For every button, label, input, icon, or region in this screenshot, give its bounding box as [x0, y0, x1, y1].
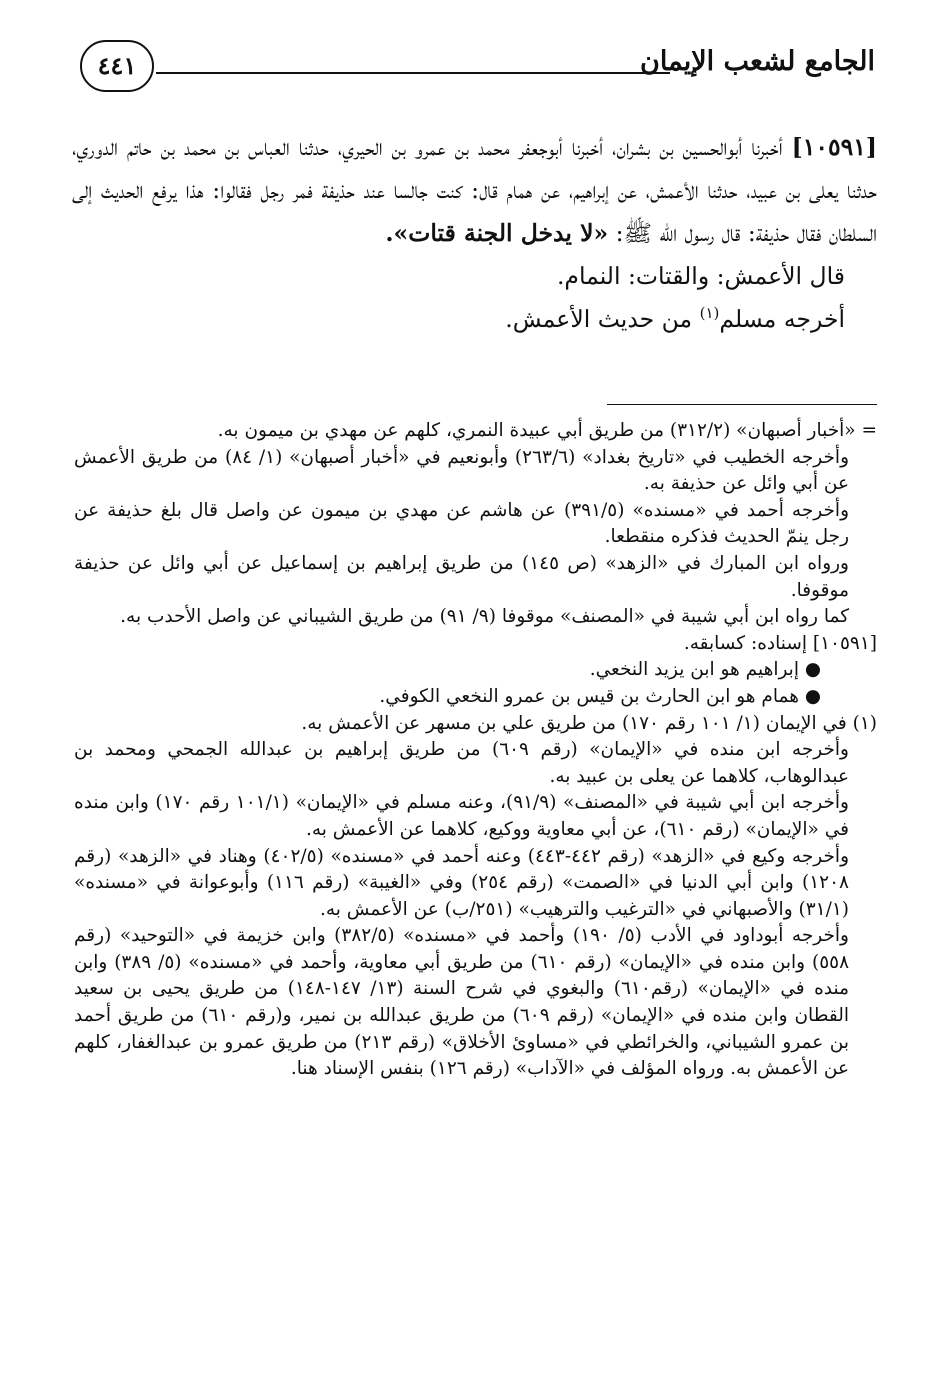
hadith-number: [١٠٥٩١] [791, 133, 877, 161]
footnote-paragraph: وأخرجه الخطيب في «تاريخ بغداد» (٢٦٣/٦) وأبونعيم في «أخبار أصبهان» (١/ ٨٤) من طريق الأعمش عن أبي وائل عن حذيفة به. [74, 446, 850, 495]
footnote-paragraph: [١٠٥٩١] إسناده: كسابقه. [683, 632, 877, 654]
takhrij-line [72, 298, 877, 341]
footnote-bullet: ● همام هو ابن الحارث بن قيس بن عمرو النخعي الكوفي. [379, 685, 821, 707]
footnote-paragraph: كما رواه ابن أبي شيبة في «المصنف» موقوفا (٩/ ٩١) من طريق الشيباني عن واصل الأحدب به. [120, 606, 849, 628]
header-rule [156, 72, 670, 74]
takhrij-text-end: من حديث الأعمش. [505, 305, 700, 333]
footnote-paragraph: وأخرجه ابن أبي شيبة في «المصنف» (٩١/٩)، وعنه مسلم في «الإيمان» (١٠١/١ رقم ١٧٠) وابن منده في «الإيمان» (رقم ٦١٠)، عن أبي معاوية ووكيع، كلاهما عن الأعمش به. [74, 792, 849, 840]
takhrij-text: أخرجه مسلم [719, 305, 845, 333]
page-header [80, 40, 875, 100]
footnote-separator [607, 404, 877, 405]
running-title: الجامع لشعب الإيمان [640, 46, 875, 77]
main-text [72, 126, 877, 341]
footnote-bullet: ● إبراهيم هو ابن يزيد النخعي. [589, 659, 821, 681]
footnote-paragraph: وأخرجه ابن منده في «الإيمان» (رقم ٦٠٩) من طريق إبراهيم بن عبدالله الجمحي ومحمد بن عبدالوهاب، كلاهما عن يعلى بن عبيد به. [74, 739, 849, 787]
footnote-paragraph: وأخرجه أبوداود في الأدب (٥/ ١٩٠) وأحمد في «مسنده» (٣٨٢/٥) وابن خزيمة في «التوحيد» (رقم ٥٥٨) وابن منده في «الإيمان» (رقم ٦١٠) من طريق أبي معاوية، وأحمد في «مسنده» (٥/ ٣٨٩) وابن منده في «الإيمان» (رقم٦١٠) والبغوي في شرح السنة (١٣/ ١٤٧-١٤٨) من طريق يحيى بن سعيد القطان وابن منده في «الإيمان» (رقم ٦٠٩) من طريق عبدالله بن نمير، و(رقم ٦١٠) من طريق أحمد بن عمرو الشيباني، والخرائطي في «مساوئ الأخلاق» (رقم ٢١٣) من طريق عمرو بن عبدالغفار، كلهم عن الأعمش به. ورواه المؤلف في «الآداب» (رقم ١٢٦) بنفس الإسناد هنا. [74, 925, 850, 1080]
page-number: ٤٤١ [80, 40, 154, 92]
footnote-paragraph: وأخرجه وكيع في «الزهد» (رقم ٤٤٢-٤٤٣) وعنه أحمد في «مسنده» (٤٠٢/٥) وهناد في «الزهد» (رقم ١٢٠٨) وابن أبي الدنيا في «الصمت» (رقم ٢٥٤) وفي «الغيبة» (رقم ١١٦) وأبوعوانة في «مسنده» (٣١/١) والأصبهاني في «الترغيب والترهيب» (٢٥١/ب) عن الأعمش به. [74, 845, 850, 920]
footnote-paragraph: ورواه ابن المبارك في «الزهد» (ص ١٤٥) من طريق إبراهيم بن إسماعيل عن أبي وائل عن حذيفة موقوفا. [74, 552, 849, 601]
footnote-ref: (١) [699, 304, 720, 323]
hadith-matn: «لا يدخل الجنة قتات». [385, 219, 609, 247]
footnote-paragraph: (١) في الإيمان (١/ ١٠١ رقم ١٧٠) من طريق علي بن مسهر عن الأعمش به. [301, 712, 877, 734]
footnotes [74, 418, 877, 1083]
hadith-isnad: أخبرنا أبوالحسين بن بشران، أخبرنا أبوجعفر محمد بن عمرو بن الحيري، حدثنا العباس بن محمد بن حاتم الدوري، حدثنا يعلى بن عبيد، حدثنا الأعمش، عن إبراهيم، عن همام قال: كنت جالسا عند حذيفة فمر رجل فقالوا: هذا يرفع الحديث إلى السلطان فقال حذيفة: قال رسول الله ﷺ: [72, 133, 877, 247]
hadith-paragraph [72, 126, 877, 255]
footnote-paragraph: وأخرجه أحمد في «مسنده» (٣٩١/٥) عن هاشم عن مهدي بن ميمون عن واصل قال بلغ حذيفة عن رجل ينمّ الحديث فذكره منقطعا. [74, 499, 850, 548]
commentary-line: قال الأعمش: والقتات: النمام. [556, 262, 845, 290]
footnote-paragraph: = «أخبار أصبهان» (٣١٢/٢) من طريق أبي عبيدة النمري، كلهم عن مهدي بن ميمون به. [217, 420, 877, 441]
